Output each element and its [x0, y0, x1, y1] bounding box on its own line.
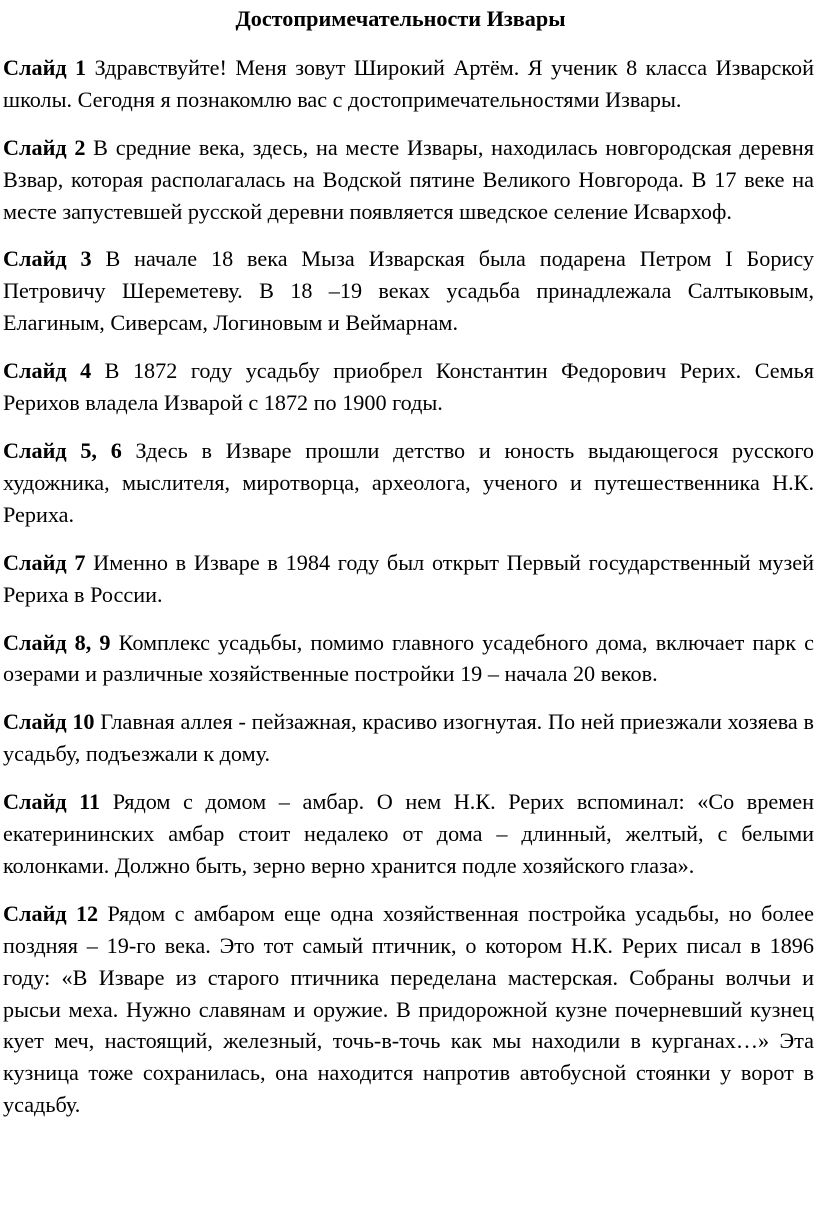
- paragraph-slide-11: [3, 786, 814, 882]
- paragraph-text: Здравствуйте! Меня зовут Широкий Артём. Я ученик 8 класса Изварской школы. Сегодня я познакомлю вас с достопримечательностями Извары.: [3, 54, 814, 112]
- paragraph-text: В начале 18 века Мыза Изварская была подарена Петром I Борису Петровичу Шереметеву. В 18 –19 веках усадьба принадлежала Салтыковым, Елагиным, Сиверсам, Логиновым и Веймарнам.: [3, 246, 814, 336]
- paragraph-text: Рядом с домом – амбар. О нем Н.К. Рерих вспоминал: «Со времен екатерининских амбар стоит недалеко от дома – длинный, желтый, с белыми колонками. Должно быть, зерно верно хранится подле хозяйского глаза».: [3, 789, 814, 878]
- paragraph-slide-8-9: [3, 627, 814, 691]
- slide-label: Слайд 4: [3, 358, 92, 384]
- document-title: Достопримечательности Извары: [235, 6, 566, 31]
- paragraph-slide-2: [3, 132, 814, 228]
- paragraph-text: Здесь в Изваре прошли детство и юность выдающегося русского художника, мыслителя, миротворца, археолога, ученого и путешественника Н.К. Рериха.: [3, 437, 814, 527]
- paragraph-text: Рядом с амбаром еще одна хозяйственная постройка усадьбы, но более поздняя – 19-го века. Это тот самый птичник, о котором Н.К. Рерих писал в 1896 году: «В Изваре из старого птичника переделана мастерская. Собраны волчьи и рысьи меха. Нужно славянам и оружие. В придорожной кузне почерневший кузнец кует меч, настоящий, железный, точь-в-точь как мы находили в курганах…» Эта кузница тоже сохранилась, она находится напротив автобусной стоянки у ворот в усадьбу.: [3, 900, 814, 1118]
- slide-label: Слайд 5, 6: [3, 437, 122, 463]
- paragraph-slide-12: [3, 898, 814, 1121]
- paragraph-slide-1: [3, 52, 814, 116]
- paragraph-slide-3: [3, 243, 814, 339]
- paragraph-slide-4: [3, 355, 814, 419]
- paragraph-text: В 1872 году усадьбу приобрел Константин Федорович Рерих. Семья Рерихов владела Изварой с 1872 по 1900 годы.: [3, 358, 815, 416]
- paragraph-slide-10: [3, 706, 814, 770]
- slide-label: Слайд 11: [3, 789, 101, 815]
- slide-label: Слайд 7: [3, 549, 86, 575]
- slide-label: Слайд 1: [3, 54, 87, 80]
- paragraph-text: Комплекс усадьбы, помимо главного усадебного дома, включает парк с озерами и различные хозяйственные постройки 19 – начала 20 веков.: [3, 629, 814, 687]
- paragraph-text: Главная аллея - пейзажная, красиво изогнутая. По ней приезжали хозяева в усадьбу, подъезжали к дому.: [3, 709, 814, 767]
- paragraph-text: В средние века, здесь, на месте Извары, находилась новгородская деревня Взвар, которая располагалась на Водской пятине Великого Новгорода. В 17 веке на месте запустевшей русской деревни появляется шведское селение Исвархоф.: [3, 134, 814, 224]
- slide-label: Слайд 12: [3, 900, 99, 926]
- paragraph-text: Именно в Изваре в 1984 году был открыт Первый государственный музей Рериха в России.: [3, 549, 814, 607]
- slide-label: Слайд 2: [3, 134, 86, 160]
- slide-label: Слайд 3: [3, 246, 92, 272]
- paragraph-slide-5-6: [3, 435, 814, 531]
- paragraph-slide-7: [3, 547, 814, 611]
- slide-label: Слайд 10: [3, 709, 95, 735]
- slide-label: Слайд 8, 9: [3, 629, 111, 655]
